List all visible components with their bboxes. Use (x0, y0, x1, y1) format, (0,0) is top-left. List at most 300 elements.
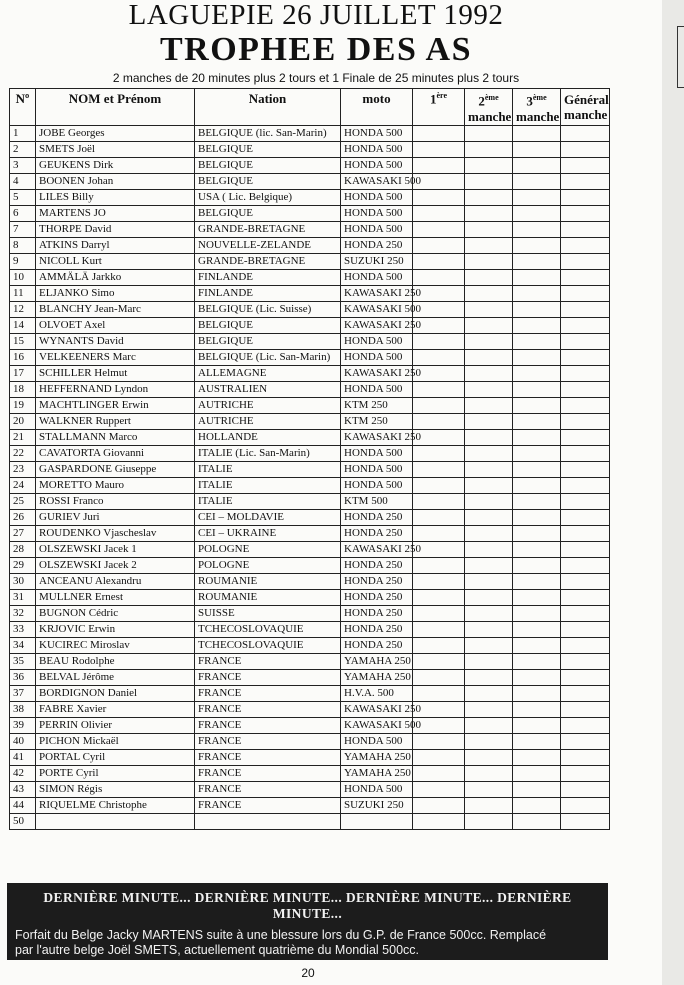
cell-general (561, 750, 610, 766)
cell-race-1 (413, 574, 465, 590)
table-row (10, 398, 610, 414)
cell-nation: BELGIQUE (Lic. San-Marin) (195, 350, 341, 366)
cell-moto: HONDA 500 (341, 478, 413, 494)
cell-number: 12 (10, 302, 36, 318)
table-row (10, 590, 610, 606)
cell-number: 36 (10, 670, 36, 686)
cell-moto: HONDA 500 (341, 270, 413, 286)
cell-nation: BELGIQUE (195, 334, 341, 350)
second-race-ordinal: ème (484, 93, 499, 103)
cell-race-3 (513, 606, 561, 622)
table-row (10, 782, 610, 798)
cell-number: 24 (10, 478, 36, 494)
cell-moto: HONDA 500 (341, 334, 413, 350)
cell-race-2 (465, 414, 513, 430)
cell-nation: POLOGNE (195, 558, 341, 574)
cell-nation: FRANCE (195, 734, 341, 750)
cell-race-1 (413, 606, 465, 622)
cell-moto: HONDA 500 (341, 142, 413, 158)
table-row (10, 334, 610, 350)
cell-race-3 (513, 366, 561, 382)
col-header-second-race (465, 89, 513, 126)
cell-general (561, 254, 610, 270)
cell-nation: POLOGNE (195, 542, 341, 558)
cell-number: 26 (10, 510, 36, 526)
cell-race-1 (413, 126, 465, 142)
cell-moto: H.V.A. 500 (341, 686, 413, 702)
cell-nation: BELGIQUE (195, 158, 341, 174)
cell-nation: FINLANDE (195, 270, 341, 286)
cell-name: KRJOVIC Erwin (36, 622, 195, 638)
cell-general (561, 494, 610, 510)
cell-race-1 (413, 462, 465, 478)
cell-name: ROSSI Franco (36, 494, 195, 510)
table-row (10, 126, 610, 142)
cell-moto: HONDA 250 (341, 606, 413, 622)
banner-headline: DERNIÈRE MINUTE... DERNIÈRE MINUTE... DERNIÈRE MINUTE... DERNIÈRE MINUTE... (43, 890, 572, 921)
cell-nation: AUSTRALIEN (195, 382, 341, 398)
cell-name: VELKEENERS Marc (36, 350, 195, 366)
cell-nation: FRANCE (195, 766, 341, 782)
cell-number: 41 (10, 750, 36, 766)
table-row (10, 350, 610, 366)
cell-general (561, 638, 610, 654)
cell-race-3 (513, 494, 561, 510)
cell-name: MULLNER Ernest (36, 590, 195, 606)
cell-number: 30 (10, 574, 36, 590)
table-row (10, 414, 610, 430)
cell-general (561, 510, 610, 526)
cell-number: 40 (10, 734, 36, 750)
cell-nation: GRANDE-BRETAGNE (195, 222, 341, 238)
cell-race-1 (413, 414, 465, 430)
cell-name: ANCEANU Alexandru (36, 574, 195, 590)
cell-moto: HONDA 500 (341, 782, 413, 798)
cell-number: 14 (10, 318, 36, 334)
cell-race-1 (413, 206, 465, 222)
cell-number: 9 (10, 254, 36, 270)
cell-nation: FRANCE (195, 718, 341, 734)
cell-nation: BELGIQUE (195, 318, 341, 334)
cell-race-3 (513, 814, 561, 830)
cell-race-2 (465, 814, 513, 830)
cell-moto: YAMAHA 250 (341, 654, 413, 670)
cell-race-3 (513, 334, 561, 350)
cell-race-3 (513, 462, 561, 478)
cell-number: 29 (10, 558, 36, 574)
cell-name: GURIEV Juri (36, 510, 195, 526)
entry-list-table (9, 88, 610, 830)
cell-nation: TCHECOSLOVAQUIE (195, 622, 341, 638)
cell-number: 15 (10, 334, 36, 350)
cell-race-3 (513, 558, 561, 574)
table-row (10, 494, 610, 510)
cell-moto: HONDA 500 (341, 190, 413, 206)
cell-name: THORPE David (36, 222, 195, 238)
cell-moto: HONDA 250 (341, 526, 413, 542)
col-header-moto: moto (341, 89, 413, 126)
cell-general (561, 606, 610, 622)
cell-race-1 (413, 782, 465, 798)
cell-number: 33 (10, 622, 36, 638)
cell-moto: YAMAHA 250 (341, 766, 413, 782)
cell-moto (341, 814, 413, 830)
third-race-number: 3 (526, 93, 533, 109)
cell-name: PORTE Cyril (36, 766, 195, 782)
cell-nation: ROUMANIE (195, 590, 341, 606)
cell-race-2 (465, 238, 513, 254)
cell-number: 10 (10, 270, 36, 286)
cell-race-3 (513, 798, 561, 814)
cell-name: LILES Billy (36, 190, 195, 206)
cell-race-2 (465, 446, 513, 462)
cell-name: AMMÄLÄ Jarkko (36, 270, 195, 286)
banner-body (15, 928, 608, 958)
cell-nation: FINLANDE (195, 286, 341, 302)
cell-moto: HONDA 500 (341, 158, 413, 174)
cell-name: BEAU Rodolphe (36, 654, 195, 670)
cell-general (561, 158, 610, 174)
cell-race-1 (413, 350, 465, 366)
cell-general (561, 414, 610, 430)
cell-race-3 (513, 446, 561, 462)
cell-nation: NOUVELLE-ZELANDE (195, 238, 341, 254)
cell-name: BELVAL Jérôme (36, 670, 195, 686)
cell-nation: AUTRICHE (195, 398, 341, 414)
col-header-number: Nº (10, 89, 36, 126)
cell-moto: SUZUKI 250 (341, 798, 413, 814)
cell-number: 4 (10, 174, 36, 190)
cell-race-3 (513, 638, 561, 654)
cell-general (561, 718, 610, 734)
cell-race-2 (465, 174, 513, 190)
cell-moto: KTM 250 (341, 398, 413, 414)
banner-line-1: Forfait du Belge Jacky MARTENS suite à une blessure lors du G.P. de France 500cc. Remplacé (15, 928, 547, 942)
cell-race-3 (513, 158, 561, 174)
cell-race-3 (513, 350, 561, 366)
cell-name: ELJANKO Simo (36, 286, 195, 302)
cell-name: MACHTLINGER Erwin (36, 398, 195, 414)
cell-race-3 (513, 398, 561, 414)
cell-general (561, 174, 610, 190)
cell-number: 32 (10, 606, 36, 622)
cell-race-2 (465, 494, 513, 510)
cell-number: 3 (10, 158, 36, 174)
cell-general (561, 206, 610, 222)
cell-race-1 (413, 158, 465, 174)
table-row (10, 286, 610, 302)
cell-race-3 (513, 574, 561, 590)
table-row (10, 270, 610, 286)
cell-nation: GRANDE-BRETAGNE (195, 254, 341, 270)
cell-general (561, 302, 610, 318)
cell-race-1 (413, 798, 465, 814)
cell-race-3 (513, 542, 561, 558)
table-row (10, 750, 610, 766)
cell-name: BUGNON Cédric (36, 606, 195, 622)
cell-name: OLSZEWSKI Jacek 2 (36, 558, 195, 574)
cell-number: 22 (10, 446, 36, 462)
table-row (10, 462, 610, 478)
cell-moto: HONDA 250 (341, 510, 413, 526)
cell-race-1 (413, 654, 465, 670)
cell-general (561, 430, 610, 446)
cell-name: PORTAL Cyril (36, 750, 195, 766)
cell-race-1 (413, 142, 465, 158)
cell-general (561, 382, 610, 398)
table-row (10, 766, 610, 782)
table-row (10, 430, 610, 446)
cell-race-3 (513, 302, 561, 318)
cell-moto: HONDA 250 (341, 590, 413, 606)
cell-nation: CEI – MOLDAVIE (195, 510, 341, 526)
table-row (10, 606, 610, 622)
cell-moto: KAWASAKI 250 (341, 366, 413, 382)
cell-race-1 (413, 622, 465, 638)
cell-race-1 (413, 510, 465, 526)
cell-general (561, 238, 610, 254)
cell-general (561, 702, 610, 718)
cell-general (561, 126, 610, 142)
cell-number: 21 (10, 430, 36, 446)
cell-moto: KAWASAKI 500 (341, 174, 413, 190)
cell-general (561, 574, 610, 590)
cell-race-2 (465, 478, 513, 494)
cell-race-1 (413, 814, 465, 830)
cell-moto: KAWASAKI 250 (341, 542, 413, 558)
col-header-nation: Nation (195, 89, 341, 126)
cell-race-3 (513, 686, 561, 702)
table-row (10, 558, 610, 574)
cell-race-2 (465, 222, 513, 238)
table-row (10, 702, 610, 718)
cell-race-2 (465, 622, 513, 638)
third-race-ordinal: ème (532, 93, 547, 103)
cell-race-2 (465, 702, 513, 718)
cell-nation: BELGIQUE (195, 174, 341, 190)
cell-number: 43 (10, 782, 36, 798)
cell-race-3 (513, 622, 561, 638)
cell-moto: HONDA 500 (341, 446, 413, 462)
cell-number: 1 (10, 126, 36, 142)
cell-general (561, 686, 610, 702)
cell-moto: HONDA 500 (341, 222, 413, 238)
cell-race-2 (465, 462, 513, 478)
cell-moto: KAWASAKI 500 (341, 302, 413, 318)
cell-moto: HONDA 250 (341, 558, 413, 574)
table-row (10, 654, 610, 670)
cell-race-3 (513, 414, 561, 430)
table-row (10, 622, 610, 638)
table-row (10, 366, 610, 382)
cell-race-2 (465, 574, 513, 590)
cell-name: NICOLL Kurt (36, 254, 195, 270)
cell-number: 11 (10, 286, 36, 302)
cell-race-3 (513, 766, 561, 782)
cell-race-1 (413, 590, 465, 606)
cell-race-3 (513, 190, 561, 206)
cell-general (561, 734, 610, 750)
cell-name: CAVATORTA Giovanni (36, 446, 195, 462)
cell-race-2 (465, 318, 513, 334)
cell-race-3 (513, 238, 561, 254)
cell-race-2 (465, 510, 513, 526)
cell-moto: HONDA 250 (341, 574, 413, 590)
cell-nation: BELGIQUE (lic. San-Marin) (195, 126, 341, 142)
cell-name: OLVOET Axel (36, 318, 195, 334)
cell-race-1 (413, 478, 465, 494)
table-row (10, 718, 610, 734)
trophy-title: TROPHEE DES AS (160, 31, 472, 68)
cell-name: ROUDENKO Vjascheslav (36, 526, 195, 542)
cell-moto: YAMAHA 250 (341, 750, 413, 766)
cell-race-2 (465, 542, 513, 558)
cell-race-1 (413, 222, 465, 238)
cell-race-2 (465, 286, 513, 302)
cell-nation: FRANCE (195, 750, 341, 766)
cell-race-3 (513, 750, 561, 766)
cell-race-1 (413, 254, 465, 270)
cell-number: 39 (10, 718, 36, 734)
second-race-number: 2 (478, 93, 485, 109)
cell-nation: TCHECOSLOVAQUIE (195, 638, 341, 654)
cell-race-3 (513, 254, 561, 270)
cell-general (561, 286, 610, 302)
cell-name: STALLMANN Marco (36, 430, 195, 446)
first-race-number: 1 (429, 91, 437, 107)
table-row (10, 734, 610, 750)
cell-general (561, 190, 610, 206)
cell-nation: BELGIQUE (Lic. Suisse) (195, 302, 341, 318)
cell-name: MARTENS JO (36, 206, 195, 222)
table-row (10, 670, 610, 686)
cell-name: SIMON Régis (36, 782, 195, 798)
cell-race-3 (513, 142, 561, 158)
cell-race-3 (513, 702, 561, 718)
general-sub-label: manche (564, 107, 608, 122)
cell-race-2 (465, 558, 513, 574)
cell-race-2 (465, 126, 513, 142)
cell-name (36, 814, 195, 830)
cell-race-3 (513, 478, 561, 494)
table-header-row (10, 89, 610, 126)
cell-moto: KAWASAKI 250 (341, 286, 413, 302)
cell-race-3 (513, 318, 561, 334)
cell-number: 6 (10, 206, 36, 222)
cell-nation: HOLLANDE (195, 430, 341, 446)
table-row (10, 478, 610, 494)
cell-general (561, 782, 610, 798)
cell-number: 5 (10, 190, 36, 206)
general-label: Général (564, 92, 609, 107)
cell-name: GASPARDONE Giuseppe (36, 462, 195, 478)
cell-race-3 (513, 382, 561, 398)
cell-moto: YAMAHA 250 (341, 670, 413, 686)
cell-general (561, 622, 610, 638)
last-minute-banner (7, 883, 608, 960)
cell-general (561, 670, 610, 686)
cell-race-2 (465, 782, 513, 798)
cell-race-1 (413, 398, 465, 414)
cell-general (561, 478, 610, 494)
cell-general (561, 542, 610, 558)
cell-number: 7 (10, 222, 36, 238)
cell-nation: SUISSE (195, 606, 341, 622)
cell-race-1 (413, 766, 465, 782)
cell-race-2 (465, 686, 513, 702)
cell-general (561, 814, 610, 830)
cell-nation (195, 814, 341, 830)
cell-race-3 (513, 206, 561, 222)
cell-race-2 (465, 350, 513, 366)
cell-name: HEFFERNAND Lyndon (36, 382, 195, 398)
cell-general (561, 798, 610, 814)
cell-number: 38 (10, 702, 36, 718)
cell-race-2 (465, 334, 513, 350)
cell-moto: KAWASAKI 500 (341, 718, 413, 734)
cell-number: 44 (10, 798, 36, 814)
cell-race-3 (513, 430, 561, 446)
cell-race-3 (513, 174, 561, 190)
cell-nation: FRANCE (195, 670, 341, 686)
cell-number: 20 (10, 414, 36, 430)
cell-nation: FRANCE (195, 654, 341, 670)
cell-name: WYNANTS David (36, 334, 195, 350)
cell-race-3 (513, 270, 561, 286)
cell-moto: KTM 250 (341, 414, 413, 430)
cell-race-2 (465, 430, 513, 446)
table-row (10, 526, 610, 542)
cell-number: 37 (10, 686, 36, 702)
cell-general (561, 462, 610, 478)
cell-number: 31 (10, 590, 36, 606)
cell-number: 42 (10, 766, 36, 782)
cell-race-2 (465, 190, 513, 206)
cell-race-2 (465, 766, 513, 782)
table-row (10, 238, 610, 254)
cell-race-2 (465, 734, 513, 750)
cell-moto: HONDA 250 (341, 622, 413, 638)
cell-number: 8 (10, 238, 36, 254)
cell-name: PERRIN Olivier (36, 718, 195, 734)
page-number: 20 (301, 966, 315, 980)
cell-general (561, 654, 610, 670)
cell-race-3 (513, 782, 561, 798)
cell-nation: ALLEMAGNE (195, 366, 341, 382)
cell-moto: HONDA 500 (341, 350, 413, 366)
cell-race-2 (465, 366, 513, 382)
cell-moto: KAWASAKI 250 (341, 702, 413, 718)
table-row (10, 142, 610, 158)
cell-nation: FRANCE (195, 686, 341, 702)
cell-moto: HONDA 250 (341, 238, 413, 254)
table-row (10, 254, 610, 270)
table-row (10, 638, 610, 654)
adjacent-page-frame (677, 26, 684, 88)
cell-race-2 (465, 750, 513, 766)
cell-moto: HONDA 250 (341, 638, 413, 654)
cell-name: JOBE Georges (36, 126, 195, 142)
cell-nation: CEI – UKRAINE (195, 526, 341, 542)
cell-nation: ITALIE (Lic. San-Marin) (195, 446, 341, 462)
cell-name: WALKNER Ruppert (36, 414, 195, 430)
col-header-first-race (413, 89, 465, 126)
cell-nation: FRANCE (195, 798, 341, 814)
cell-race-3 (513, 654, 561, 670)
cell-race-1 (413, 382, 465, 398)
cell-name: MORETTO Mauro (36, 478, 195, 494)
table-row (10, 798, 610, 814)
